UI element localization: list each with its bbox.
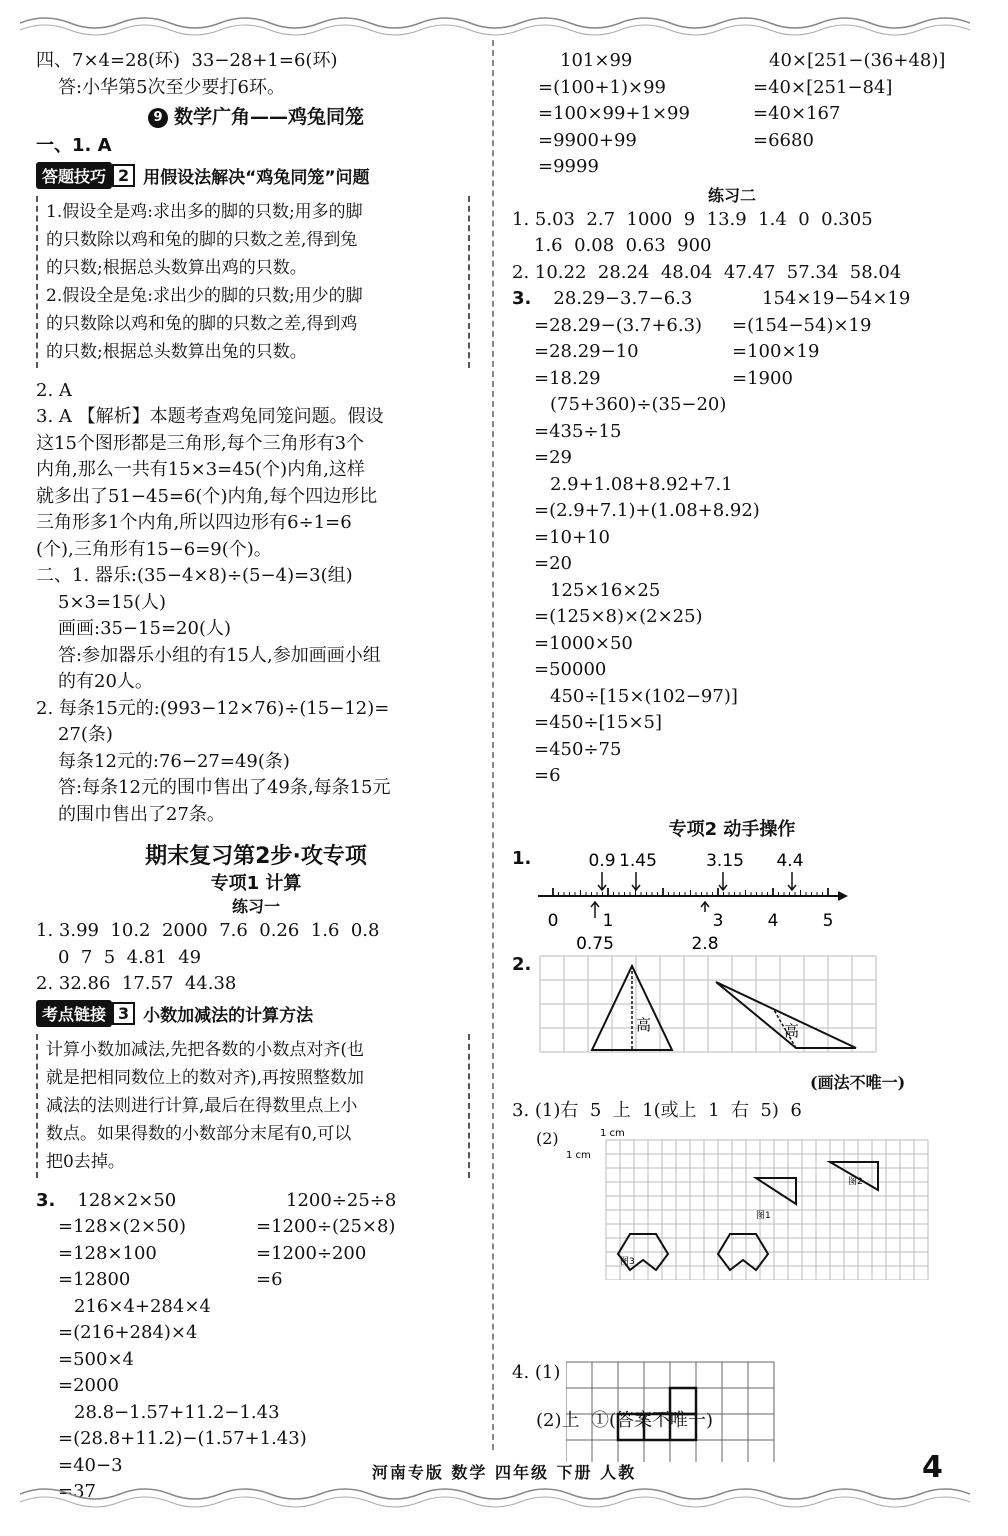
calc-expr: 28.29−3.7−6.3 (553, 288, 693, 309)
exercise-2-title: 练习二 (707, 185, 756, 205)
tip-3-heading (36, 1000, 476, 1028)
calc-line: =(216+284)×4 (58, 1322, 198, 1343)
unit-number-badge: 9 (148, 108, 168, 128)
tip-tag: 考点链接 (36, 1000, 112, 1027)
calc-line: =50000 (534, 659, 607, 680)
calc-line: =29 (534, 447, 572, 468)
calc-line: =28.29−10 (534, 341, 639, 362)
shape-label: 图2 (848, 1177, 863, 1187)
calc-two-column (36, 1188, 476, 1294)
tip-line: 计算小数加减法,先把各数的小数点对齐(也 (46, 1039, 365, 1060)
question-label: 2. (512, 954, 532, 975)
calc-line: 154×19−54×19 (762, 288, 911, 309)
nl-top-label: 1.45 (619, 851, 657, 871)
nl-arrow-down (598, 872, 606, 890)
answer-line: 2. 32.86 17.57 44.38 (36, 973, 237, 994)
tip-3-box (36, 1034, 470, 1178)
answer-text: 3. (1)右 5 上 1(或上 1 右 5) 6 (512, 1100, 802, 1121)
column-divider (492, 40, 494, 1450)
calc-line: =(154−54)×19 (732, 314, 872, 336)
tip-number: 2 (112, 164, 135, 187)
footer-text: 河南专版 数学 四年级 下册 人教 (371, 1463, 637, 1482)
nl-bottom-label: 0.75 (576, 934, 614, 954)
question-label: 3. (512, 288, 532, 309)
grid-lines (606, 1140, 928, 1280)
answer-line: 就多出了51−45=6(个)内角,每个四边形比 (36, 485, 378, 507)
calc-line: =12800 (58, 1269, 131, 1290)
answer-line: 每条12元的:76−27=49(条) (58, 750, 290, 772)
tip-title: 小数加减法的计算方法 (143, 1006, 314, 1026)
nl-top-label: 3.15 (706, 851, 744, 871)
calc-line: =(125×8)×(2×25) (534, 606, 703, 627)
number-line-arrowhead (838, 891, 848, 901)
answer-line: 1.6 0.08 0.63 900 (534, 235, 712, 256)
height-grid-figure (536, 952, 886, 1062)
exercise-1-title: 练习一 (231, 897, 280, 916)
tip-line: 减法的法则进行计算,最后在得数里点上小 (46, 1095, 358, 1116)
answer-line: 2. 每条15元的:(993−12×76)÷(15−12)= (36, 697, 390, 719)
number-line-ticks (553, 888, 828, 896)
top-wave-border (20, 8, 970, 38)
calc-line: =100×19 (732, 341, 820, 362)
calc-line: 40×[251−(36+48)] (769, 50, 946, 71)
calc-line: 450÷[15×(102−97)] (550, 685, 738, 707)
calc-line: =1000×50 (534, 632, 633, 654)
calc-line (36, 1188, 256, 1215)
answer-line: 答:小华第5次至少要打6环。 (58, 76, 285, 98)
question-label: 3. (36, 1189, 56, 1211)
answer-line: (2)上 ①(答案不唯一) (536, 1410, 713, 1431)
calc-line: 125×16×25 (550, 579, 661, 601)
calc-line: 216×4+284×4 (74, 1295, 211, 1317)
bottom-wave-border (20, 1484, 970, 1514)
topic-2-title: 专项2 动手操作 (668, 819, 796, 840)
right-column (512, 48, 952, 790)
tip-line: 2.假设全是兔:求出少的脚的只数;用少的脚 (46, 285, 363, 306)
grid-unit-label: 1 cm (600, 1128, 625, 1139)
calc-line: =2000 (58, 1375, 119, 1396)
tip-line: 的只数;根据总头数算出兔的只数。 (46, 341, 307, 362)
tip-title: 用假设法解决“鸡兔同笼”问题 (143, 168, 370, 188)
answer-line (512, 1098, 802, 1125)
answer-line: 2. 10.22 28.24 48.04 47.47 57.34 58.04 (512, 261, 902, 283)
answer-line: 的围巾售出了27条。 (58, 803, 225, 825)
calc-line: =10+10 (534, 526, 610, 548)
calc-line: =435÷15 (534, 420, 622, 442)
grid-unit-label: 1 cm (566, 1150, 591, 1161)
calc-line: =6 (534, 765, 561, 786)
calc-line: =500×4 (58, 1348, 134, 1370)
tip-line: 的只数除以鸡和兔的脚的只数之差,得到兔 (46, 229, 358, 250)
calc-two-column (512, 48, 952, 181)
calc-line: =9900+99 (538, 129, 637, 151)
calc-line: =128×100 (58, 1242, 157, 1264)
calc-line: =450÷75 (534, 738, 622, 760)
tip-line: 的只数除以鸡和兔的脚的只数之差,得到鸡 (46, 313, 358, 334)
calc-two-column (512, 286, 952, 392)
calc-line: =1900 (732, 367, 793, 389)
left-column (36, 48, 476, 1506)
answer-line: 1. 5.03 2.7 1000 9 13.9 1.4 0 0.305 (512, 208, 873, 230)
unit-title: 数学广角——鸡兔同笼 (173, 106, 364, 128)
nl-top-label: 0.9 (588, 851, 616, 871)
nl-axis-label: 2 (657, 911, 669, 931)
tip-number: 3 (112, 1002, 135, 1025)
nl-axis-label: 0 (547, 911, 559, 931)
answer-line: 的有20人。 (58, 671, 153, 692)
shape-label: 图1 (756, 1211, 771, 1221)
question-label: 1. (512, 848, 532, 869)
tip-line: 的只数;根据总头数算出鸡的只数。 (46, 257, 307, 278)
calc-line: =(2.9+7.1)+(1.08+8.92) (534, 500, 760, 521)
nl-arrow-up (701, 902, 709, 912)
topic-1-title: 专项1 计算 (210, 873, 302, 894)
answer-line: 答:每条12元的围巾售出了49条,每条15元 (58, 777, 391, 798)
calc-line: =(28.8+11.2)−(1.57+1.43) (58, 1428, 307, 1449)
tip-line: 就是把相同数位上的数对齐),再按照整数加 (46, 1067, 365, 1088)
answer-line: 2. A (36, 379, 72, 401)
answer-line: 27(条) (58, 724, 113, 745)
tip-line: 1.假设全是鸡:求出多的脚的只数;用多的脚 (46, 201, 363, 222)
calc-line: =40×[251−84] (753, 76, 893, 98)
calc-line: =100×99+1×99 (538, 103, 690, 124)
note-text: (画法不唯一) (810, 1073, 906, 1092)
nl-axis-label: 4 (767, 911, 779, 931)
number-line (520, 846, 850, 956)
nl-arrow-down (788, 872, 796, 890)
calc-line: =37 (58, 1481, 96, 1502)
calc-line: (75+360)÷(35−20) (550, 394, 727, 415)
answer-line: 答:参加器乐小组的有15人,参加画画小组 (58, 644, 381, 666)
answer-line: 画画:35−15=20(人) (58, 618, 231, 639)
tip-2-heading (36, 162, 476, 190)
calc-expr: 128×2×50 (77, 1189, 177, 1211)
calc-line: =40×167 (753, 103, 841, 124)
calc-line: =128×(2×50) (58, 1216, 187, 1237)
tip-2-box (36, 196, 470, 368)
tip-line: 数点。如果得数的小数部分末尾有0,可以 (46, 1123, 352, 1144)
answer-line: 四、7×4=28(环) 33−28+1=6(环) (36, 50, 338, 71)
answer-line: 三角形多1个内角,所以四边形有6÷1=6 (36, 512, 352, 533)
calc-line: =1200÷200 (256, 1242, 367, 1264)
answer-line: 一、1. A (36, 135, 112, 156)
answer-line: 内角,那么一共有15×3=45(个)内角,这样 (36, 459, 365, 480)
height-label: 高 (636, 1016, 652, 1034)
calc-line: =450÷[15×5] (534, 712, 663, 733)
topic-2-section (512, 818, 952, 842)
calc-line: 101×99 (560, 50, 633, 71)
nl-arrow-up (591, 902, 599, 918)
answer-line: 4. (1) (512, 1362, 561, 1383)
answer-line: (个),三角形有15−6=9(个)。 (36, 538, 272, 560)
review-title: 期末复习第2步·攻专项 (145, 844, 367, 869)
calc-line: 1200÷25÷8 (286, 1189, 397, 1211)
answer-line: 二、1. 器乐:(35−4×8)÷(5−4)=3(组) (36, 565, 353, 586)
nl-axis-label: 5 (822, 911, 834, 931)
calc-line: =18.29 (534, 367, 601, 389)
calc-line: =9999 (538, 156, 599, 177)
calc-line: =6 (256, 1269, 283, 1290)
calc-line: =40−3 (58, 1454, 123, 1476)
answer-line: 3. A 【解析】本题考查鸡兔同笼问题。假设 (36, 406, 384, 427)
calc-line: =(100+1)×99 (538, 76, 667, 98)
calc-line: =28.29−(3.7+6.3) (534, 314, 703, 336)
answer-line: 5×3=15(人) (58, 591, 167, 613)
nl-arrow-down (632, 872, 640, 890)
calc-line: =1200÷(25×8) (256, 1216, 396, 1237)
calc-line: =20 (534, 553, 572, 574)
tip-line: 把0去掉。 (46, 1151, 125, 1172)
nl-axis-label: 1 (602, 911, 614, 931)
shape-label: 图3 (620, 1257, 635, 1267)
answer-line: 0 7 5 4.81 49 (58, 946, 202, 968)
tip-tag: 答题技巧 (36, 162, 112, 189)
nl-top-label: 4.4 (776, 851, 804, 871)
nl-bottom-label: 2.8 (691, 934, 719, 954)
translation-grid-figure (560, 1124, 950, 1280)
answer-line: 这15个图形都是三角形,每个三角形有3个 (36, 432, 365, 454)
height-label: 高 (784, 1022, 800, 1040)
nl-axis-label: 3 (712, 911, 724, 931)
grid-lines (540, 956, 876, 1052)
answer-line: 1. 3.99 10.2 2000 7.6 0.26 1.6 0.8 (36, 920, 380, 941)
sub-label: (2) (536, 1129, 559, 1148)
calc-line: 2.9+1.08+8.92+7.1 (550, 473, 733, 495)
calc-line: 28.8−1.57+11.2−1.43 (74, 1401, 280, 1423)
calc-line: =6680 (753, 129, 814, 151)
calc-line (512, 286, 732, 313)
page-number: 4 (922, 1450, 943, 1485)
nl-arrow-down (719, 872, 727, 890)
unit-9-heading (36, 101, 476, 133)
